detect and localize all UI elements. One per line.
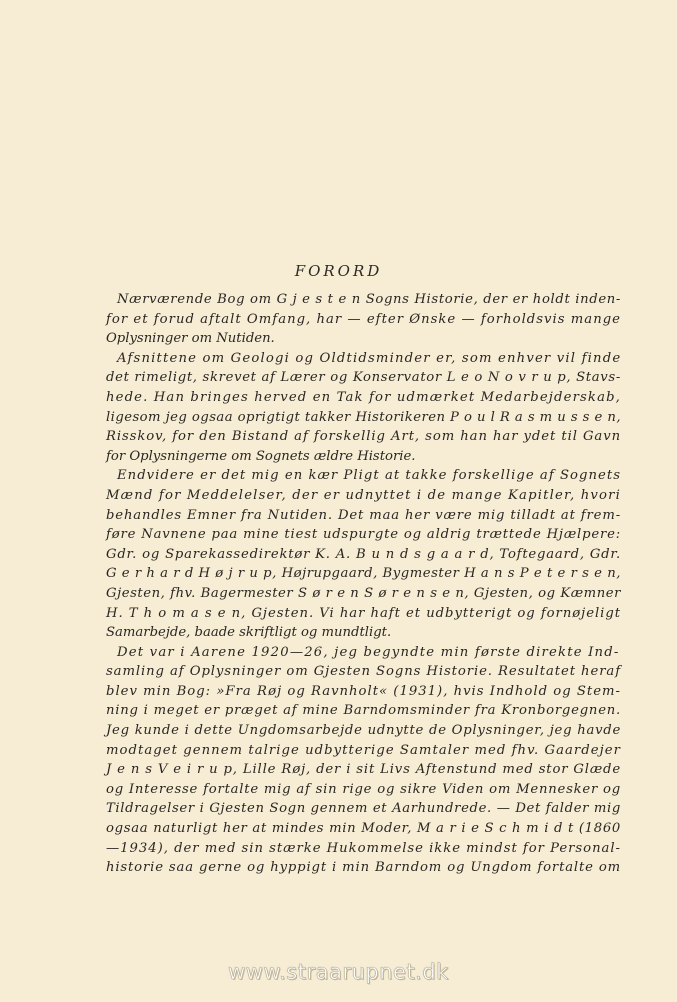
text-line: det rimeligt, skrevet af Lærer og Konservator L e o N o v r u p, Stavs- bbox=[106, 370, 621, 386]
text-line: for et forud aftalt Omfang, har — efter Ønske — forholdsvis mange bbox=[106, 311, 621, 327]
text-line: ligesom jeg ogsaa oprigtigt takker Historikeren P o u l R a s m u s s e n, bbox=[106, 409, 621, 425]
text-line: H. T h o m a s e n, Gjesten. Vi har haft et udbytterigt og fornøjeligt bbox=[106, 605, 621, 621]
text-line: samling af Oplysninger om Gjesten Sogns Historie. Resultatet heraf bbox=[106, 664, 621, 680]
text-line: Jeg kunde i dette Ungdomsarbejde udnytte de Oplysninger, jeg havde bbox=[106, 723, 621, 739]
text-line: Mænd for Meddelelser, der er udnyttet i de mange Kapitler, hvori bbox=[106, 487, 621, 503]
text-line: Tildragelser i Gjesten Sogn gennem et Aarhundrede. — Det falder mig bbox=[106, 801, 621, 817]
text-line: blev min Bog: »Fra Røj og Ravnholt« (1931), hvis Indhold og Stem- bbox=[106, 683, 621, 699]
text-line: Endvidere er det mig en kær Pligt at takke forskellige af Sognets bbox=[117, 468, 621, 484]
text-line: ogsaa naturligt her at mindes min Moder, M a r i e S c h m i d t (1860 bbox=[106, 821, 621, 837]
text-line: hede. Han bringes herved en Tak for udmærket Medarbejderskab, bbox=[106, 389, 621, 405]
text-line: Det var i Aarene 1920—26, jeg begyndte min første direkte Ind- bbox=[117, 644, 620, 660]
text-line: —1934), der med sin stærke Hukommelse ikke mindst for Personal- bbox=[106, 840, 621, 856]
text-line: J e n s V e i r u p, Lille Røj, der i sit Livs Aftenstund med stor Glæde bbox=[106, 762, 621, 778]
text-line: Oplysninger om Nutiden. bbox=[106, 331, 275, 347]
text-line: føre Navnene paa mine tiest udspurgte og aldrig trættede Hjælpere: bbox=[106, 527, 621, 543]
text-line: Gdr. og Sparekassedirektør K. A. B u n d s g a a r d, Toftegaard, Gdr. bbox=[106, 546, 621, 562]
site-watermark: www.straarupnet.dk bbox=[228, 960, 449, 984]
text-line: ning i meget er præget af mine Barndomsminder fra Kronborgegnen. bbox=[106, 703, 621, 719]
page-heading: FORORD bbox=[294, 262, 383, 280]
text-line: modtaget gennem talrige udbytterige Samtaler med fhv. Gaardejer bbox=[106, 742, 621, 758]
text-line: for Oplysningerne om Sognets ældre Historie. bbox=[106, 448, 416, 464]
text-line: Afsnittene om Geologi og Oldtidsminder er, som enhver vil finde bbox=[117, 350, 622, 366]
text-line: G e r h a r d H ø j r u p, Højrupgaard, Bygmester H a n s P e t e r s e n, bbox=[106, 566, 621, 582]
text-line: historie saa gerne og hyppigt i min Barndom og Ungdom fortalte om bbox=[106, 860, 621, 876]
text-line: behandles Emner fra Nutiden. Det maa her være mig tilladt at frem- bbox=[106, 507, 621, 523]
foreword-text bbox=[106, 290, 622, 878]
text-line: og Interesse fortalte mig af sin rige og sikre Viden om Mennesker og bbox=[106, 781, 621, 797]
text-line: Nærværende Bog om G j e s t e n Sogns Historie, der er holdt inden- bbox=[117, 292, 621, 307]
text-line: Gjesten, fhv. Bagermester S ø r e n S ø r e n s e n, Gjesten, og Kæmner bbox=[106, 585, 621, 601]
text-line: Samarbejde, baade skriftligt og mundtligt. bbox=[106, 625, 392, 641]
text-line: Risskov, for den Bistand af forskellig Art, som han har ydet til Gavn bbox=[106, 429, 621, 445]
